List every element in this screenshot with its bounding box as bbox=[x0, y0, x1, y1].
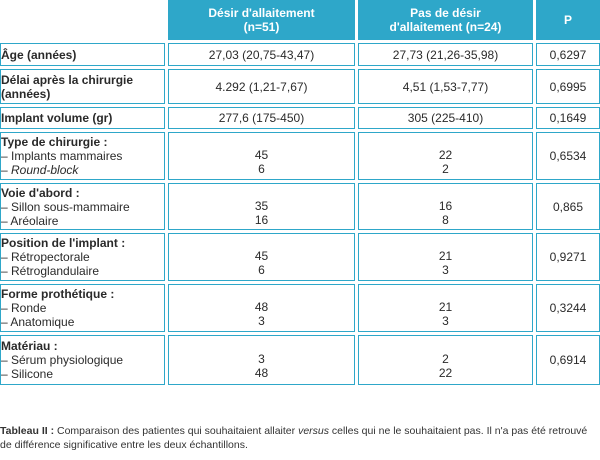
table-row-implant-volume bbox=[0, 107, 600, 129]
value-1: 48 bbox=[254, 300, 269, 314]
value-2: 16 bbox=[254, 212, 269, 227]
value-2: 22 bbox=[438, 366, 453, 380]
value-no-desire bbox=[358, 284, 533, 332]
value-1: 3 bbox=[258, 352, 265, 366]
table-row-voie bbox=[0, 183, 600, 230]
table-caption bbox=[0, 424, 600, 452]
caption-label: Tableau II : bbox=[0, 425, 55, 437]
value-no-desire bbox=[358, 132, 533, 180]
row-title: Type de chirurgie : bbox=[1, 135, 108, 149]
value-no-desire: 305 (225-410) bbox=[358, 107, 533, 129]
row-sub-1: – Sérum physiologique bbox=[1, 353, 124, 367]
row-label-line1: Délai après la chirurgie bbox=[1, 72, 134, 87]
p-value: 0,6995 bbox=[536, 69, 600, 104]
header-no-desire-label: Pas de désir bbox=[410, 6, 481, 20]
value-desire bbox=[168, 132, 355, 180]
row-title: Voie d'abord : bbox=[1, 185, 80, 200]
value-2: 6 bbox=[258, 162, 265, 176]
value-2: 3 bbox=[442, 314, 449, 328]
value-2: 3 bbox=[258, 314, 265, 328]
header-empty-cell bbox=[0, 0, 165, 40]
table-row-position bbox=[0, 233, 600, 281]
value-1: 22 bbox=[438, 148, 453, 162]
header-no-desire-n: d'allaitement (n=24) bbox=[389, 20, 502, 34]
header-no-desire bbox=[358, 0, 533, 40]
value-desire: 27,03 (20,75-43,47) bbox=[168, 43, 355, 66]
value-2: 8 bbox=[442, 212, 449, 227]
value-desire bbox=[168, 183, 355, 230]
value-2: 3 bbox=[442, 263, 449, 277]
row-sub-1: – Sillon sous-mammaire bbox=[1, 199, 130, 214]
p-value: 0,3244 bbox=[536, 284, 600, 332]
value-desire: 277,6 (175-450) bbox=[168, 107, 355, 129]
value-1: 2 bbox=[442, 352, 449, 366]
value-2: 48 bbox=[254, 366, 269, 380]
header-row bbox=[0, 0, 600, 40]
row-label bbox=[0, 132, 165, 180]
row-label bbox=[0, 69, 165, 104]
row-title: Position de l'implant : bbox=[1, 236, 126, 250]
p-value: 0,6914 bbox=[536, 335, 600, 385]
value-1: 16 bbox=[438, 198, 453, 213]
caption-text-2: celles qui ne le souhaitaient pas. Il n'a pas été retrouvé de différence significative entre les deux échantillons. bbox=[0, 425, 588, 451]
p-value: 0,9271 bbox=[536, 233, 600, 281]
row-sub-1: – Rétropectorale bbox=[1, 250, 90, 264]
p-value: 0,6297 bbox=[536, 43, 600, 66]
row-label bbox=[0, 233, 165, 281]
p-value: 0,865 bbox=[536, 183, 600, 230]
dash: – bbox=[1, 163, 12, 177]
row-sub-1: – Implants mammaires bbox=[1, 149, 123, 163]
row-title: Matériau : bbox=[1, 339, 58, 353]
row-label bbox=[0, 335, 165, 385]
p-value: 0,6534 bbox=[536, 132, 600, 180]
value-2: 6 bbox=[258, 263, 265, 277]
row-sub-2: – Aréolaire bbox=[1, 213, 59, 228]
header-desire bbox=[168, 0, 355, 40]
row-label-line2: (années) bbox=[1, 86, 51, 101]
header-desire-label: Désir d'allaitement bbox=[208, 6, 315, 20]
table-row-materiau bbox=[0, 335, 600, 385]
value-no-desire bbox=[358, 183, 533, 230]
p-value: 0,1649 bbox=[536, 107, 600, 129]
table-row-forme bbox=[0, 284, 600, 332]
value-desire bbox=[168, 335, 355, 385]
row-label: Âge (années) bbox=[0, 43, 165, 66]
value-1: 21 bbox=[438, 300, 453, 314]
caption-text-1: Comparaison des patientes qui souhaitaient allaiter bbox=[54, 425, 299, 437]
header-desire-n: (n=51) bbox=[243, 20, 280, 34]
value-desire bbox=[168, 233, 355, 281]
table-row-age bbox=[0, 43, 600, 66]
value-2: 2 bbox=[442, 162, 449, 176]
row-label bbox=[0, 183, 165, 230]
value-no-desire: 4,51 (1,53-7,77) bbox=[358, 69, 533, 104]
caption-italic: versus bbox=[298, 425, 329, 437]
value-desire: 4.292 (1,21-7,67) bbox=[168, 69, 355, 104]
row-label bbox=[0, 284, 165, 332]
row-sub-1: – Ronde bbox=[1, 301, 47, 315]
value-1: 35 bbox=[254, 198, 269, 213]
table-row-delai bbox=[0, 69, 600, 104]
row-sub-2: – Anatomique bbox=[1, 315, 75, 329]
value-no-desire bbox=[358, 335, 533, 385]
header-p: P bbox=[536, 0, 600, 40]
row-sub-2: – Rétroglandulaire bbox=[1, 264, 100, 278]
value-no-desire: 27,73 (21,26-35,98) bbox=[358, 43, 533, 66]
row-sub-2: – Silicone bbox=[1, 367, 54, 381]
value-no-desire bbox=[358, 233, 533, 281]
value-1: 21 bbox=[438, 249, 453, 263]
table-row-type bbox=[0, 132, 600, 180]
row-title: Forme prothétique : bbox=[1, 287, 115, 301]
value-desire bbox=[168, 284, 355, 332]
value-1: 45 bbox=[254, 148, 269, 162]
round-block-label: Round-block bbox=[11, 163, 79, 177]
value-1: 45 bbox=[254, 249, 269, 263]
row-label: Implant volume (gr) bbox=[0, 107, 165, 129]
row-sub-2 bbox=[1, 163, 164, 177]
